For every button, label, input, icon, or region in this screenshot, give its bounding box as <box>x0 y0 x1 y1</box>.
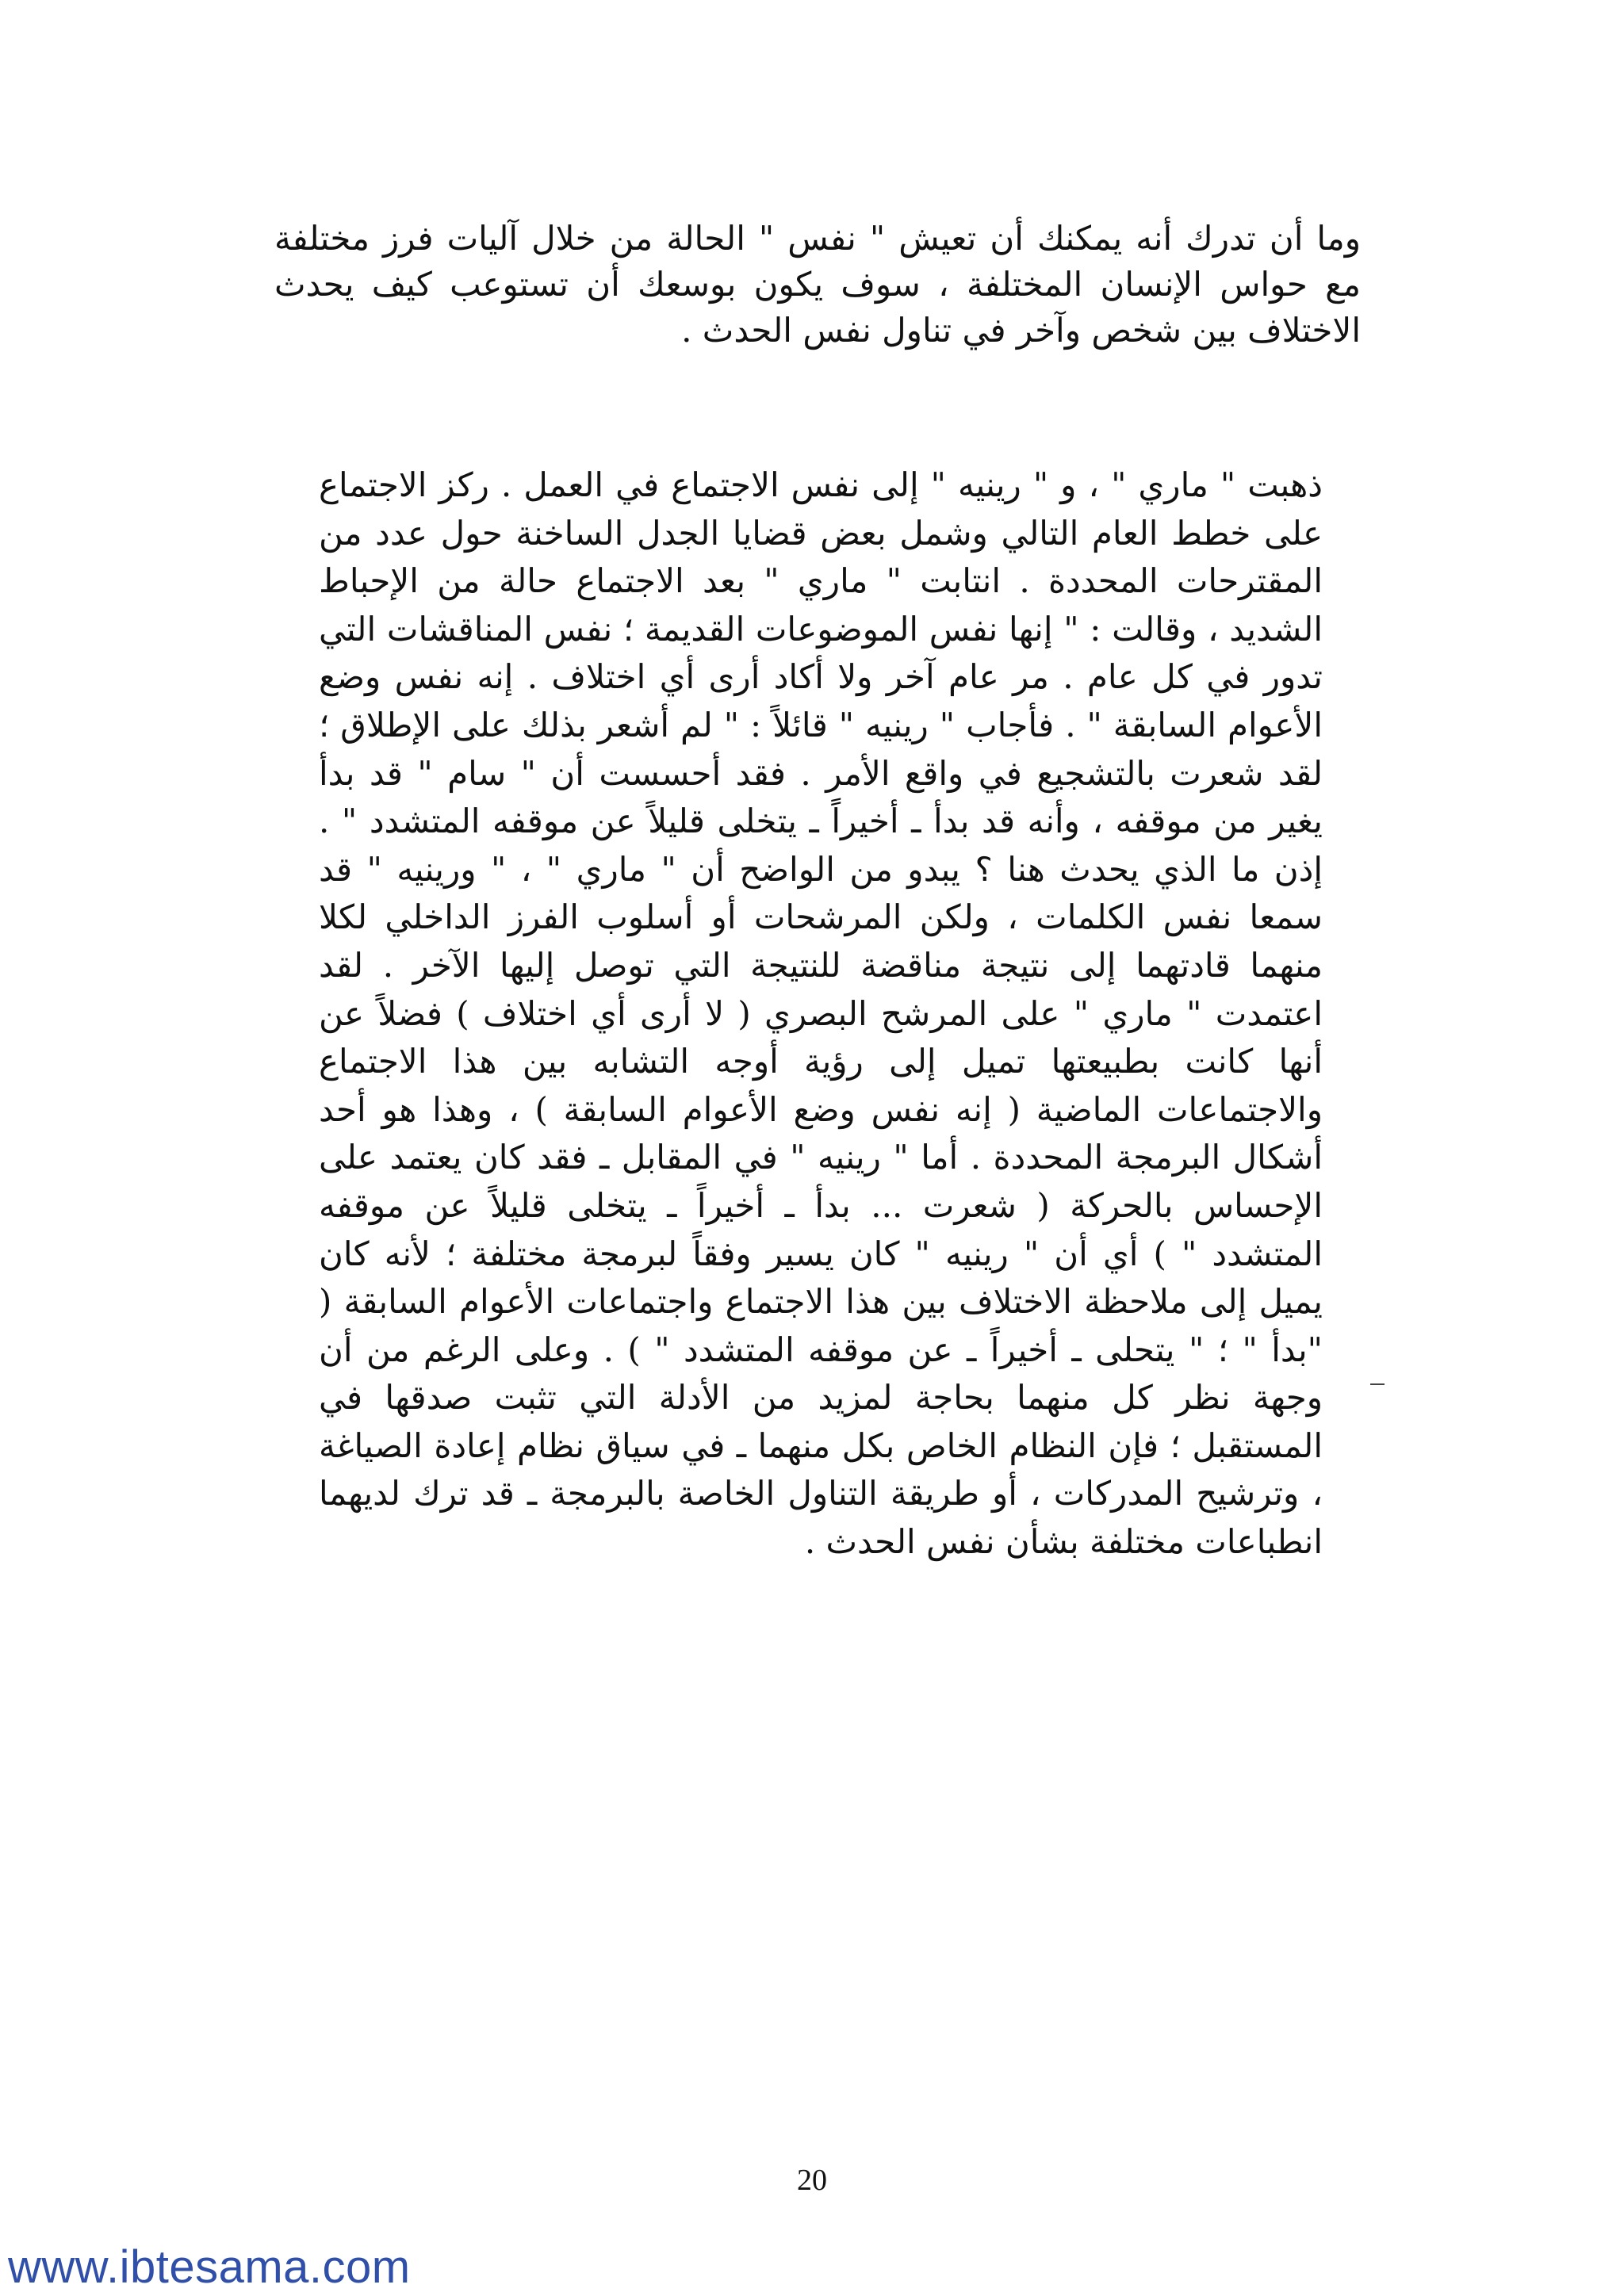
paragraph-example: ذهبت " ماري " ، و " رينيه " إلى نفس الاجتماع في العمل . ركز الاجتماع على خطط العام التالي وشمل بعض قضايا الجدل الساخنة حول عدد من المقترحات المحددة . انتابت " ماري " بعد الاجتماع حالة من الإحباط الشديد ، وقالت : " إنها نفس الموضوعات القديمة ؛ نفس المناقشات التي تدور في كل عام . مر عام آخر ولا أكاد أرى أي اختلاف . إنه نفس وضع الأعوام السابقة " . فأجاب " رينيه " قائلاً : " لم أشعر بذلك على الإطلاق ؛ لقد شعرت بالتشجيع في واقع الأمر . فقد أحسست أن " سام " قد بدأ يغير من موقفه ، وأنه قد بدأ ـ أخيراً ـ يتخلى قليلاً عن موقفه المتشدد " . إذن ما الذي يحدث هنا ؟ يبدو من الواضح أن " ماري " ، " ورينيه " قد سمعا نفس الكلمات ، ولكن المرشحات أو أسلوب الفرز الداخلي لكلا منهما قادتهما إلى نتيجة مناقضة للنتيجة التي توصل إليها الآخر . لقد اعتمدت " ماري " على المرشح البصري ( لا أرى أي اختلاف ) فضلاً عن أنها كانت بطبيعتها تميل إلى رؤية أوجه التشابه بين هذا الاجتماع والاجتماعات الماضية ( إنه نفس وضع الأعوام السابقة ) ، وهذا هو أحد أشكال البرمجة المحددة . أما " رينيه " في المقابل ـ فقد كان يعتمد على الإحساس بالحركة ( شعرت ... بدأ ـ أخيراً ـ يتخلى قليلاً عن موقفه المتشدد " ) أي أن " رينيه " كان يسير وفقاً لبرمجة مختلفة ؛ لأنه كان يميل إلى ملاحظة الاختلاف بين هذا الاجتماع واجتماعات الأعوام السابقة ( "بدأ " ؛ " يتحلى ـ أخيراً ـ عن موقفه المتشدد " ) . وعلى الرغم من أن وجهة نظر كل منهما بحاجة لمزيد من الأدلة التي تثبت صدقها في المستقبل ؛ فإن النظام الخاص بكل منهما ـ في سياق نظام إعادة الصياغة ، وترشيح المدركات ، أو طريقة التناول الخاصة بالبرمجة ـ قد ترك لديهما انطباعات مختلفة بشأن نفس الحدث . <box>319 465 1323 1562</box>
page-number: 20 <box>797 2164 827 2197</box>
paragraph-intro: وما أن تدرك أنه يمكنك أن تعيش " نفس " الحالة من خلال آليات فرز مختلفة مع حواس الإنسان المختلفة ، سوف يكون بوسعك أن تستوعب كيف يحدث الاختلاف بين شخص وآخر في تناول نفس الحدث . <box>274 219 1361 350</box>
watermark-url: www.ibtesama.com <box>8 2241 411 2293</box>
margin-mark <box>1370 1383 1385 1385</box>
